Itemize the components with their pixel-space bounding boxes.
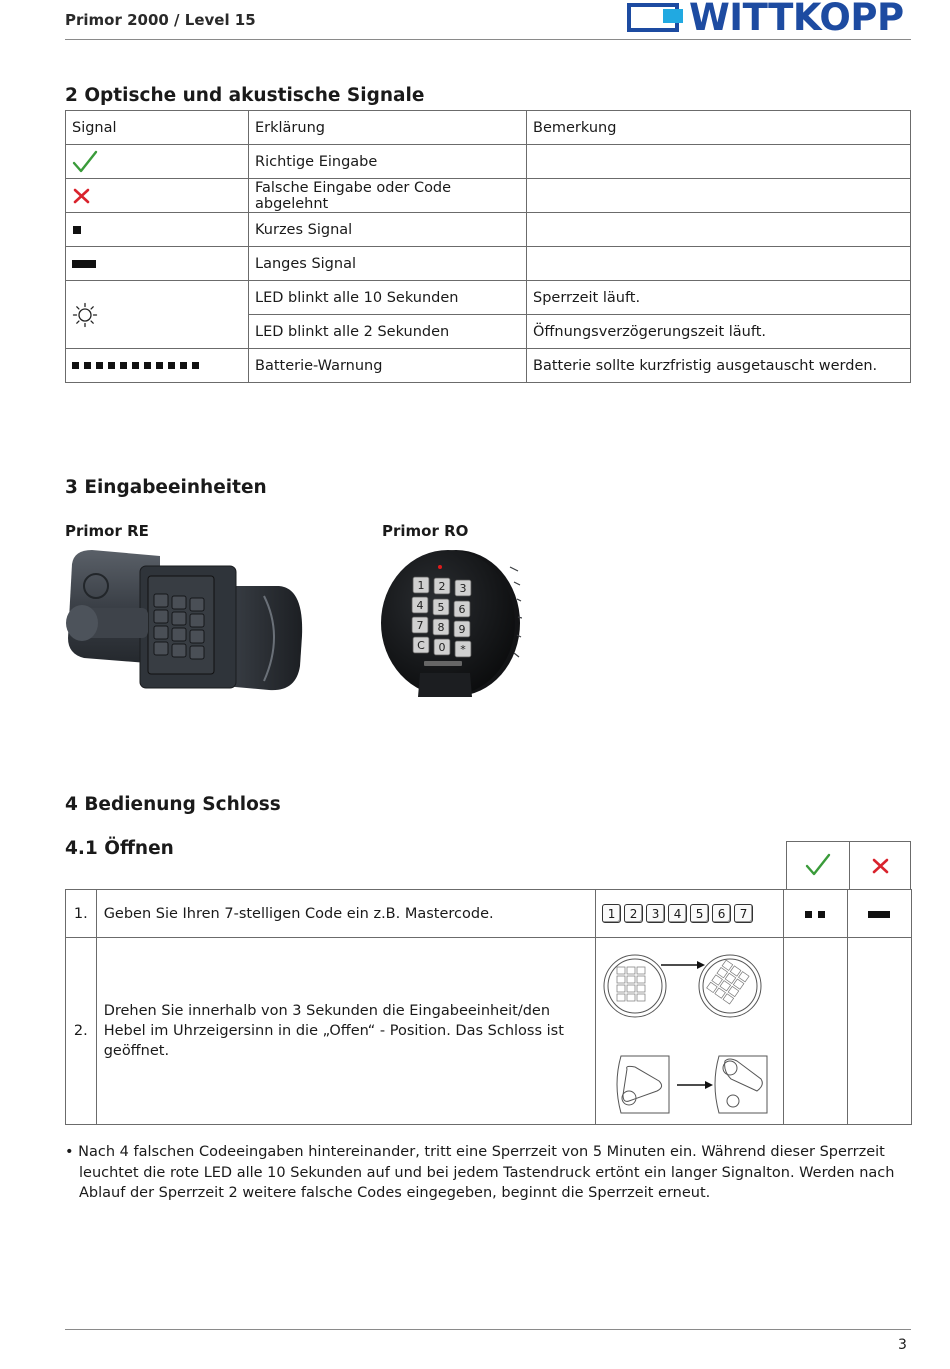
column-header-remark: Bemerkung [527,111,911,145]
signal-cell [66,213,249,247]
wittkopp-logo [627,0,912,39]
check-icon [805,853,831,877]
table-row [66,281,911,315]
column-header-explanation: Erklärung [249,111,527,145]
ro-key-6: 6 [458,603,466,616]
remark-cell [527,247,911,281]
lockout-note-text: • Nach 4 falschen Codeeingaben hintereinander, tritt eine Sperrzeit von 5 Minuten ein. Während dieser Sperrzeit leuchtet die rote LED alle 10 Sekunden auf und bei jedem Tastendruck ertönt ein langer Signalton. Werden nach Ablauf der Sperrzeit 2 weitere falsche Codes eingegeben, beginnt die Sperrzeit erneut. [65,1144,895,1201]
explanation-cell: Richtige Eingabe [249,145,527,179]
code-key: 7 [734,904,753,923]
ro-key-3: 3 [459,582,467,595]
short-signal-icon [818,911,825,918]
table-row [66,213,911,247]
footer-rule [65,1329,911,1330]
ro-key-8: 8 [437,621,445,634]
failure-signal-cell [847,938,911,1125]
logo-text: WITTKOPP [689,0,904,39]
turn-illustration-cell [596,938,784,1125]
signal-cell [66,179,249,213]
remark-cell: Batterie sollte kurzfristig ausgetauscht werden. [527,349,911,383]
document-header-title: Primor 2000 / Level 15 [65,11,256,29]
primor-re-image [64,546,306,700]
step-number: 2. [66,938,97,1125]
ro-key-9: 9 [458,623,466,636]
success-signal-cell [783,890,847,938]
table-row [66,890,912,938]
ro-key-5: 5 [437,601,445,614]
step-number: 1. [66,890,97,938]
success-signal-cell [783,938,847,1125]
short-signal-icon [805,911,812,918]
code-entry-cell [596,890,784,938]
ro-key-0: 0 [438,641,446,654]
header-rule [65,39,911,40]
primor-ro-image [380,547,522,701]
remark-cell [527,179,911,213]
step-text: Geben Sie Ihren 7-stelligen Code ein z.B. Mastercode. [96,890,595,938]
logo-mark-icon [627,0,689,36]
short-signal-icon [73,226,81,234]
code-key: 3 [646,904,665,923]
step-text: Drehen Sie innerhalb von 3 Sekunden die Eingabeeinheit/den Hebel im Uhrzeigersinn in die „Offen“ - Position. Das Schloss ist geöffnet. [96,938,595,1125]
unit-label-primor-re: Primor RE [65,522,149,540]
code-key: 6 [712,904,731,923]
ro-key-1: 1 [417,579,425,592]
code-key: 4 [668,904,687,923]
code-key: 5 [690,904,709,923]
section-4-1-heading: 4.1 Öffnen [65,838,174,859]
page-number: 3 [898,1337,907,1353]
remark-cell [527,213,911,247]
table-row [66,349,911,383]
section-2-heading: 2 Optische und akustische Signale [65,85,425,106]
explanation-cell: Langes Signal [249,247,527,281]
explanation-cell: Batterie-Warnung [249,349,527,383]
lockout-note [65,1142,910,1204]
ro-key-star: * [460,643,466,656]
table-header-row [66,111,911,145]
signal-cell [66,145,249,179]
unit-label-primor-ro: Primor RO [382,522,469,540]
led-icon [72,302,98,328]
explanation-cell: LED blinkt alle 2 Sekunden [249,315,527,349]
operation-table [65,889,912,1125]
code-key: 1 [602,904,621,923]
long-signal-icon [72,260,96,268]
remark-cell [527,145,911,179]
table-row [66,247,911,281]
remark-cell: Sperrzeit läuft. [527,281,911,315]
signal-cell [66,281,249,349]
ro-key-2: 2 [438,580,446,593]
ro-key-4: 4 [416,599,424,612]
ro-key-7: 7 [416,619,424,632]
table-row [66,938,912,1125]
ro-key-c: C [417,639,425,652]
signals-table [65,110,911,383]
long-signal-icon [868,911,890,918]
table-row [66,179,911,213]
explanation-cell: Falsche Eingabe oder Code abgelehnt [249,179,527,213]
turn-illustration [599,941,779,1121]
explanation-cell: Kurzes Signal [249,213,527,247]
explanation-cell: LED blinkt alle 10 Sekunden [249,281,527,315]
signal-cell [66,247,249,281]
cross-icon [72,187,92,205]
check-icon [72,150,98,174]
code-key: 2 [624,904,643,923]
table-row [66,145,911,179]
section-4-heading: 4 Bedienung Schloss [65,794,281,815]
result-header [786,841,911,889]
failure-signal-cell [847,890,911,938]
section-3-heading: 3 Eingabeeinheiten [65,477,267,498]
signal-cell [66,349,249,383]
remark-cell: Öffnungsverzögerungszeit läuft. [527,315,911,349]
cross-icon [871,857,891,875]
battery-warning-icon [72,361,202,371]
column-header-signal: Signal [66,111,249,145]
